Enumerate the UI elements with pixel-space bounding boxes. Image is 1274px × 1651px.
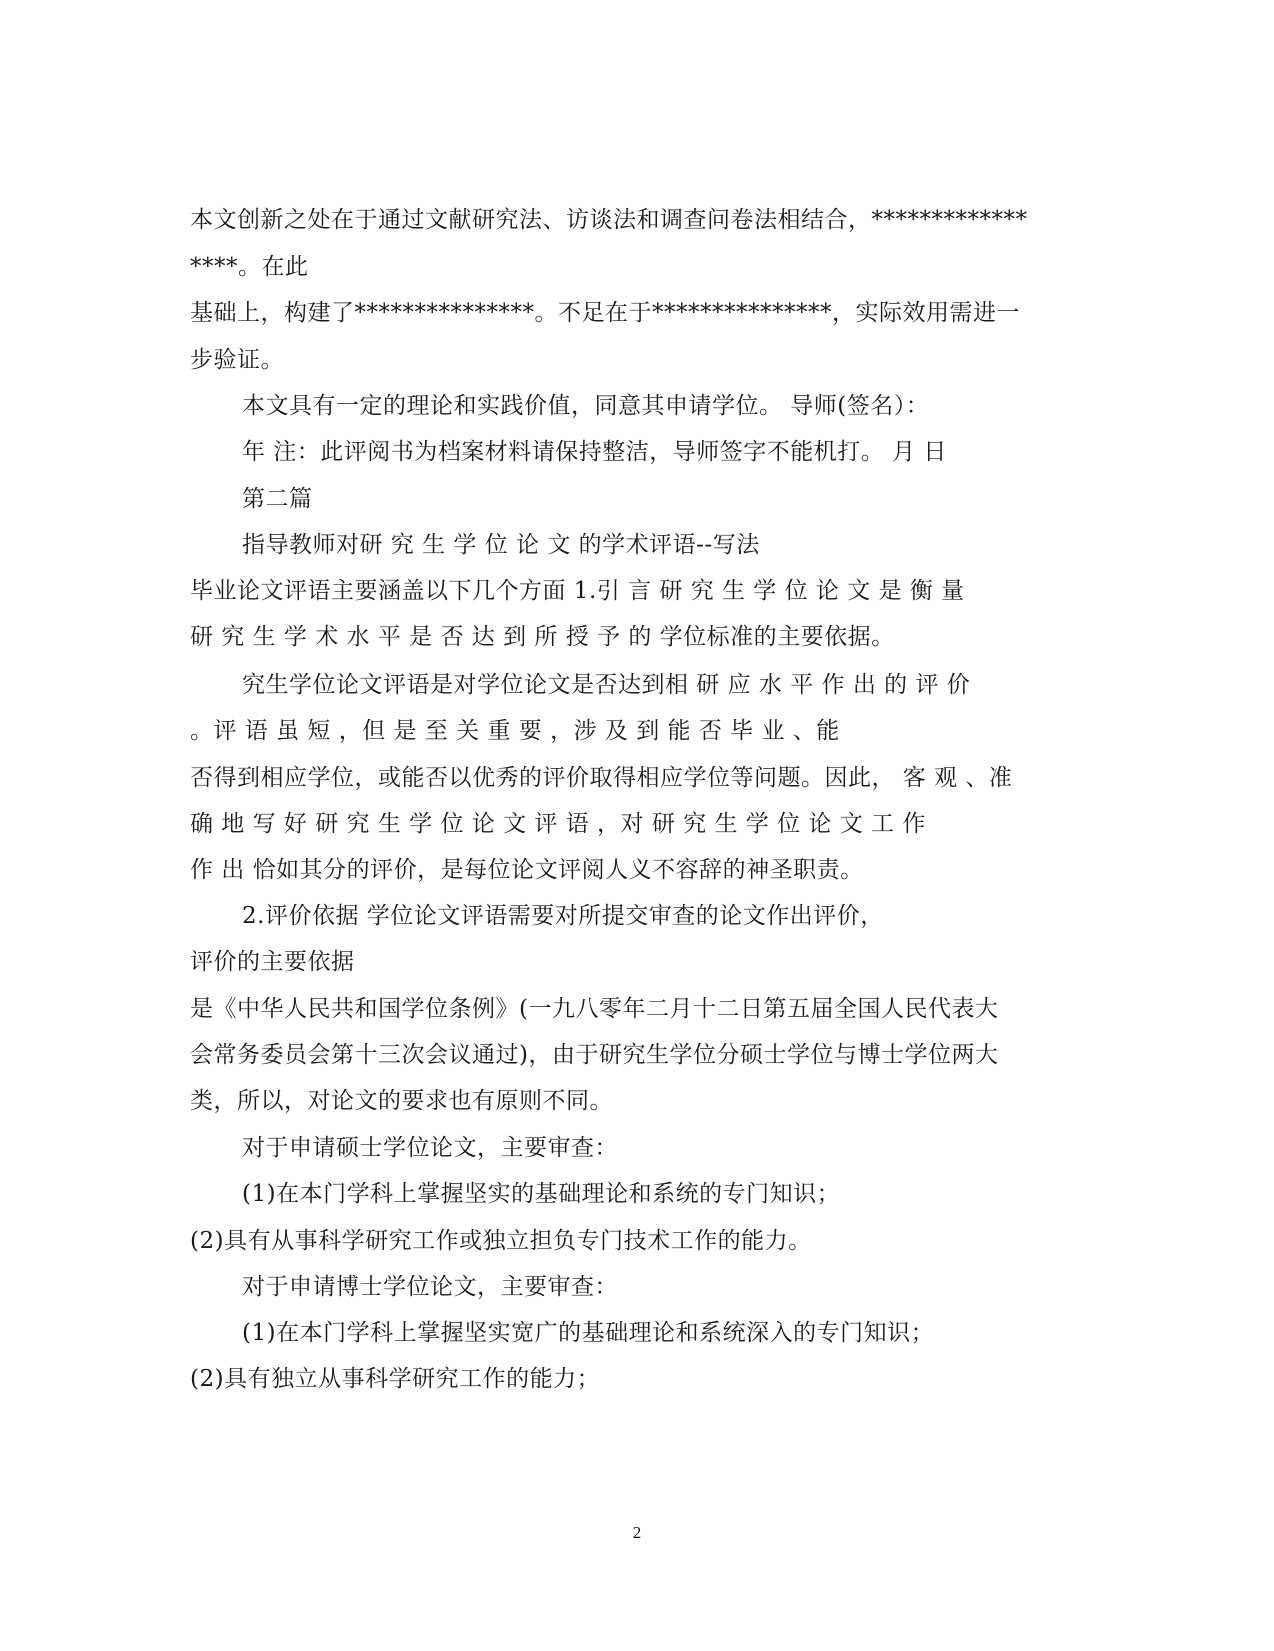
text-line-13: 否得到相应学位，或能否以优秀的评价取得相应学位等问题。因此， 客 观 、准 bbox=[190, 765, 1013, 791]
text-line-19: 会常务委员会第十三次会议通过)，由于研究生学位分硕士学位与博士学位两大 bbox=[190, 1042, 999, 1068]
text-line-12: 。评 语 虽 短 ，但 是 至 关 重 要 ，涉 及 到 能 否 毕 业 、能 bbox=[190, 718, 840, 744]
text-line-18: 是《中华人民共和国学位条例》(一九八零年二月十二日第五届全国人民代表大 bbox=[190, 996, 999, 1022]
text-line-3: 基础上，构建了***************。不足在于***************，实际效用需进一 bbox=[190, 300, 1020, 326]
text-line-5: 本文具有一定的理论和实践价值，同意其申请学位。 导师(签名）： bbox=[242, 393, 930, 419]
text-line-15: 作 出 恰如其分的评价，是每位论文评阅人义不容辞的神圣职责。 bbox=[190, 857, 864, 883]
text-line-10: 研 究 生 学 术 水 平 是 否 达 到 所 授 予 的 学位标准的主要依据。 bbox=[190, 624, 895, 650]
list-item: (2)具有从事科学研究工作或独立担负专门技术工作的能力。 bbox=[190, 1228, 812, 1254]
text-line-17: 评价的主要依据 bbox=[190, 949, 355, 975]
text-line-9: 毕业论文评语主要涵盖以下几个方面 1.引 言 研 究 生 学 位 论 文 是 衡 量 bbox=[190, 578, 965, 604]
text-line-16: 2.评价依据 学位论文评语需要对所提交审查的论文作出评价， bbox=[242, 903, 884, 929]
text-line-24: 对于申请博士学位论文，主要审查： bbox=[242, 1274, 618, 1300]
text-line-2: ****。在此 bbox=[190, 254, 309, 280]
text-line-11: 究生学位论文评语是对学位论文是否达到相 研 应 水 平 作 出 的 评 价 bbox=[242, 672, 971, 698]
text-line-6: 年 注：此评阅书为档案材料请保持整洁，导师签字不能机打。 月 日 bbox=[242, 439, 947, 465]
page-number: 2 bbox=[632, 1523, 642, 1542]
text-line-14: 确 地 写 好 研 究 生 学 位 论 文 评 语 ，对 研 究 生 学 位 论 文 工 作 bbox=[190, 811, 926, 837]
list-item: (1)在本门学科上掌握坚实的基础理论和系统的专门知识； bbox=[242, 1181, 841, 1207]
text-line-21: 对于申请硕士学位论文，主要审查： bbox=[242, 1135, 618, 1161]
text-line-4: 步验证。 bbox=[190, 347, 284, 373]
text-line-1: 本文创新之处在于通过文献研究法、访谈法和调查问卷法相结合，************* bbox=[190, 207, 1028, 233]
text-line-20: 类，所以，对论文的要求也有原则不同。 bbox=[190, 1088, 613, 1114]
list-item: (1)在本门学科上掌握坚实宽广的基础理论和系统深入的专门知识； bbox=[242, 1320, 935, 1346]
section-heading: 第二篇 bbox=[242, 486, 313, 512]
article-title: 指导教师对研 究 生 学 位 论 文 的学术评语--写法 bbox=[242, 532, 760, 558]
list-item: (2)具有独立从事科学研究工作的能力； bbox=[190, 1366, 601, 1392]
